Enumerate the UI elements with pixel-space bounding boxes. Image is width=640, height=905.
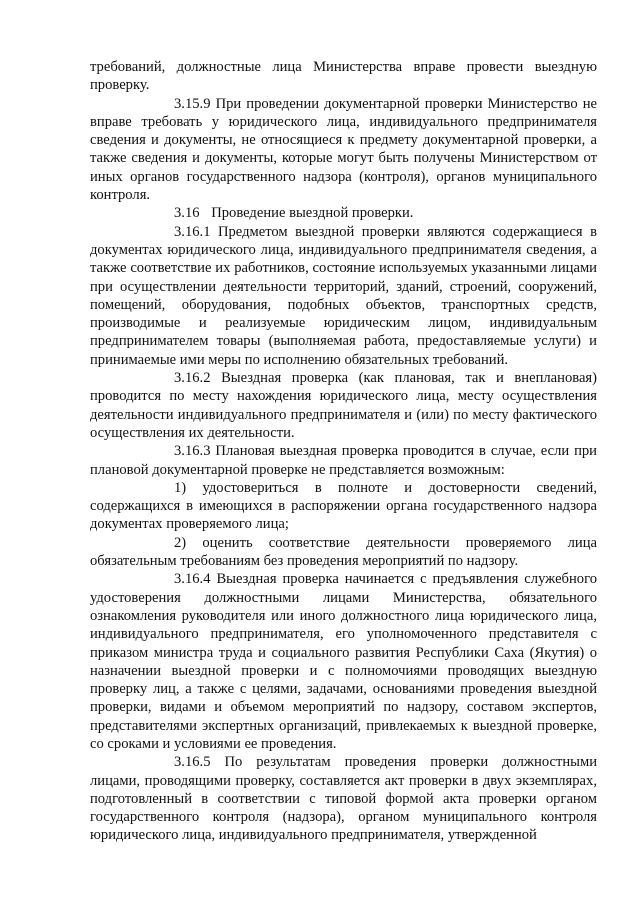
section-title: Проведение выездной проверки. bbox=[211, 205, 414, 222]
section-heading-3-16 bbox=[90, 204, 597, 222]
paragraph-number: 3.16.1 bbox=[174, 223, 211, 240]
paragraph-3-16-5 bbox=[90, 753, 597, 844]
list-item-number: 1) bbox=[174, 479, 187, 496]
paragraph-number: 3.16.3 bbox=[174, 443, 211, 460]
paragraph-text: По результатам проведения проверки должностными лицами, проводящими проверку, составляется акт проверки в двух экземплярах, подготовленный в соответствии с типовой формой акта проверки органом государственного контроля (надзора), органом муниципального контроля юридического лица, индивидуального предпринимателя, утвержденной bbox=[90, 754, 597, 844]
list-item-1 bbox=[90, 479, 597, 534]
paragraph-continuation bbox=[90, 58, 597, 95]
list-item-number: 2) bbox=[174, 534, 187, 551]
paragraph-3-16-1 bbox=[90, 223, 597, 369]
paragraph-3-16-2 bbox=[90, 369, 597, 442]
paragraph-3-15-9 bbox=[90, 95, 597, 205]
list-item-text: оценить соответствие деятельности проверяемого лица обязательным требованиям без проведения мероприятий по надзору. bbox=[90, 534, 597, 570]
list-item-text: удостовериться в полноте и достоверности сведений, содержащихся в имеющихся в распоряжении органа государственного надзора документах проверяемого лица; bbox=[90, 479, 597, 533]
section-number: 3.16 bbox=[174, 205, 200, 222]
paragraph-number: 3.16.4 bbox=[174, 571, 211, 588]
paragraph-text: требований, должностные лица Министерства вправе провести выездную проверку. bbox=[90, 59, 597, 94]
paragraph-3-16-3 bbox=[90, 442, 597, 479]
paragraph-text: Выездная проверка (как плановая, так и внеплановая) проводится по месту нахождения юридического лица, месту осуществления деятельности индивидуального предпринимателя и (или) по месту фактического осуществления их деятельности. bbox=[90, 370, 597, 441]
list-item-2 bbox=[90, 534, 597, 571]
paragraph-text: Выездная проверка начинается с предъявления служебного удостоверения должностными лицами Министерства, обязательного ознакомления руководителя или иного должностного лица юридического лица, индивидуального предпринимателя, его уполномоченного представителя с приказом министра труда и социального развития Республики Саха (Якутия) о назначении выездной проверки и с полномочиями проводящих выездную проверку лиц, а также с целями, задачами, основаниями проведения выездной проверки, видами и объемом мероприятий по надзору, составом экспертов, представителями экспертных организаций, привлекаемых к выездной проверке, со сроками и условиями ее проведения. bbox=[90, 571, 597, 752]
paragraph-text: Плановая выездная проверка проводится в случае, если при плановой документарной проверке не представляется возможным: bbox=[90, 443, 597, 478]
paragraph-3-16-4 bbox=[90, 570, 597, 753]
paragraph-text: При проведении документарной проверки Министерство не вправе требовать у юридического лица, индивидуального предпринимателя сведения и документы, не относящиеся к предмету документарной проверки, а также сведения и документы, которые могут быть получены Министерством от иных органов государственного надзора (контроля), органов муниципального контроля. bbox=[90, 95, 598, 204]
paragraph-number: 3.16.2 bbox=[174, 370, 211, 387]
paragraph-text: Предметом выездной проверки являются содержащиеся в документах юридического лица, индивидуального предпринимателя сведения, а также соответствие их работников, состояние используемых указанными лицами при осуществлении деятельности территорий, зданий, строений, сооружений, помещений, оборудования, подобных объектов, транспортных средств, производимые и реализуемые юридическим лицом, индивидуальным предпринимателем товары (выполняемая работа, предоставляемые услуги) и принимаемые ими меры по исполнению обязательных требований. bbox=[90, 223, 597, 368]
paragraph-number: 3.15.9 bbox=[174, 95, 211, 112]
paragraph-number: 3.16.5 bbox=[174, 754, 211, 771]
document-page bbox=[90, 58, 597, 845]
